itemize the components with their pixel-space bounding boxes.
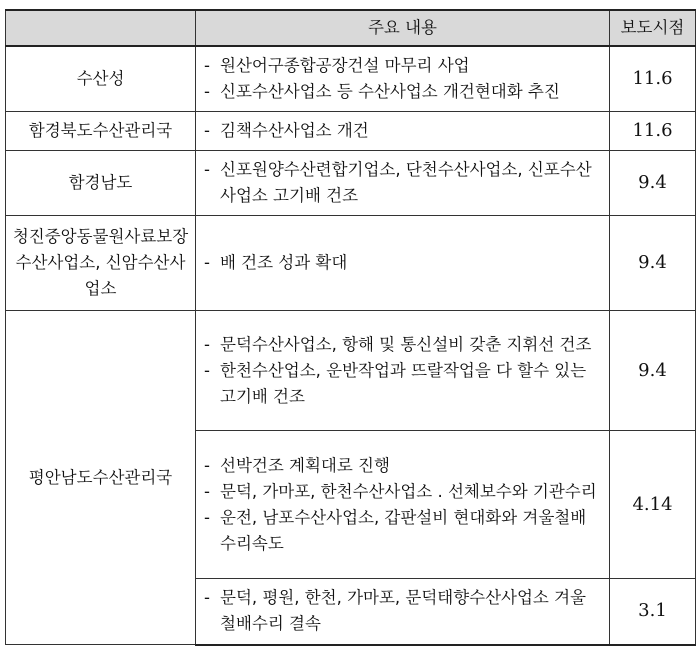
date-cell: 9.4	[610, 311, 696, 431]
content-cell	[196, 216, 610, 311]
bullet-dash: -	[204, 253, 210, 272]
document-table-wrapper	[5, 9, 696, 646]
org-cell: 수산성	[6, 46, 196, 112]
table-row	[6, 151, 696, 216]
list-item: - 문덕, 평원, 한천, 가마포, 문덕태향수산사업소 겨울철배수리 결속	[204, 585, 601, 637]
date-cell: 9.4	[610, 151, 696, 216]
org-cell: 함경북도수산관리국	[6, 112, 196, 151]
bullet-dash: -	[204, 82, 210, 101]
content-cell	[196, 46, 610, 112]
bullet-dash: -	[204, 588, 210, 608]
table-row	[6, 216, 696, 311]
list-item: - 문덕수산사업소, 항해 및 통신설비 갖춘 지휘선 건조	[204, 332, 601, 358]
table-header-row	[6, 10, 696, 46]
header-org-cell	[6, 10, 196, 46]
org-cell: 평안남도수산관리국	[6, 311, 196, 645]
bullet-dash: -	[204, 56, 210, 75]
bullet-dash: -	[204, 507, 210, 527]
header-content-cell: 주요 내용	[196, 10, 610, 46]
org-cell: 함경남도	[6, 151, 196, 216]
list-item: - 원산어구종합공장건설 마무리 사업	[204, 53, 601, 79]
table-row	[6, 46, 696, 112]
bullet-dash: -	[204, 360, 210, 380]
org-cell: 청진중앙동물원사료보장수산사업소, 신암수산사업소	[6, 216, 196, 311]
header-date-cell: 보도시점	[610, 10, 696, 46]
list-item: - 한천수산업소, 운반작업과 뜨랄작업을 다 할수 있는 고기배 건조	[204, 358, 601, 410]
date-cell: 11.6	[610, 112, 696, 151]
date-cell: 3.1	[610, 579, 696, 645]
date-cell: 9.4	[610, 216, 696, 311]
content-cell	[196, 311, 610, 431]
bullet-dash: -	[204, 160, 210, 179]
content-cell	[196, 151, 610, 216]
table-row	[6, 311, 696, 431]
date-cell: 11.6	[610, 46, 696, 112]
date-cell: 4.14	[610, 431, 696, 579]
bullet-dash: -	[204, 334, 210, 354]
list-item: - 김책수산사업소 개건	[204, 118, 601, 144]
content-cell	[196, 579, 610, 645]
fisheries-table	[5, 9, 696, 646]
bullet-dash: -	[204, 481, 210, 501]
list-item: - 배 건조 성과 확대	[204, 250, 601, 276]
table-row	[6, 112, 696, 151]
list-item: - 선박건조 계획대로 진행	[204, 453, 601, 479]
list-item: - 신포원양수산련합기업소, 단천수산사업소, 신포수산사업소 고기배 건조	[204, 157, 601, 209]
bullet-dash: -	[204, 121, 210, 140]
bullet-dash: -	[204, 455, 210, 475]
content-cell	[196, 112, 610, 151]
content-cell	[196, 431, 610, 579]
list-item: - 운전, 남포수산사업소, 갑판설비 현대화와 겨울철배수리속도	[204, 505, 601, 557]
list-item: - 신포수산사업소 등 수산사업소 개건현대화 추진	[204, 79, 601, 105]
list-item: - 문덕, 가마포, 한천수산사업소 . 선체보수와 기관수리	[204, 479, 601, 505]
